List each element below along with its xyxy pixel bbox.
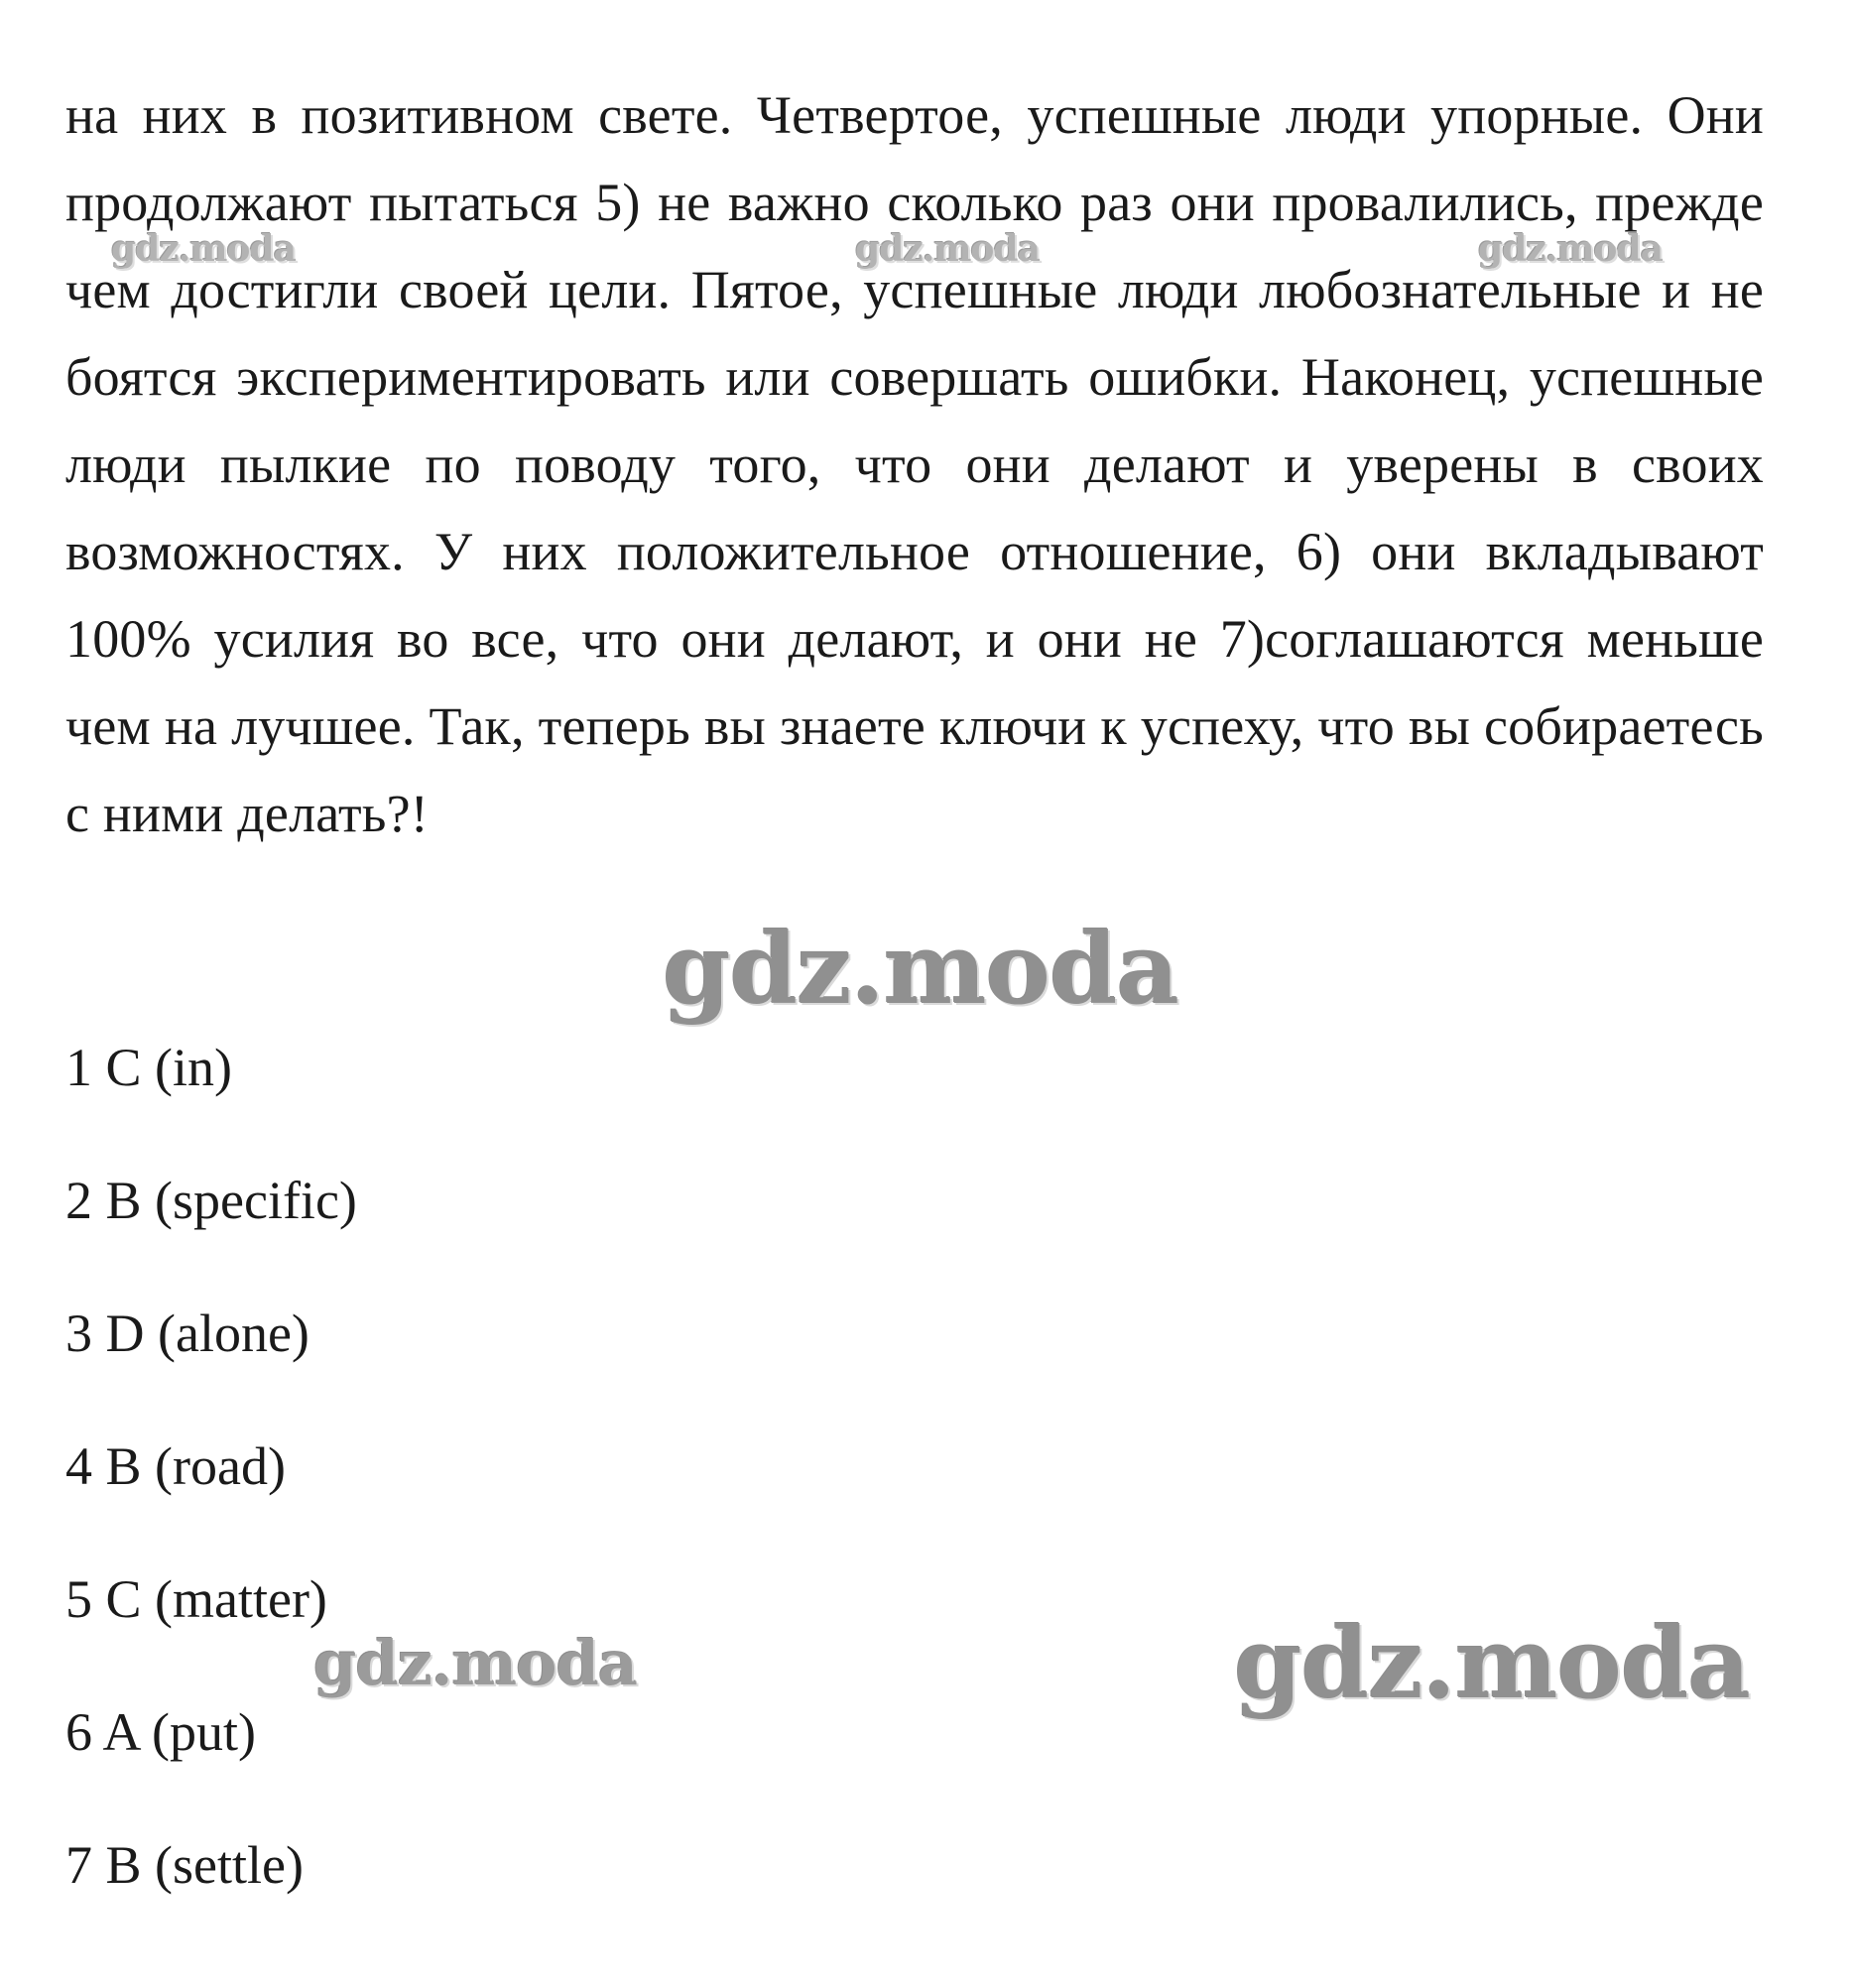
watermark-lower-left: gdz.moda <box>313 1627 637 1699</box>
watermark-top-center: gdz.moda <box>855 228 1040 270</box>
watermark-center-large: gdz.moda <box>663 913 1178 1027</box>
body-paragraph: на них в позитивном свете. Четвертое, успешные люди упорные. Они продолжают пытаться 5) не важно сколько раз они провалились, прежде чем достигли своей цели. Пятое, успешные люди любознательные и не боятся экспериментировать или совершать ошибки. Наконец, успешные люди пылкие по поводу того, что они делают и уверены в своих возможностях. У них положительное отношение, 6) они вкладывают 100% усилия во все, что они делают, и они не 7)соглашаются меньше чем на лучшее. Так, теперь вы знаете ключи к успеху, что вы собираетесь с ними делать?! <box>65 85 1764 843</box>
answer-item-6: 6 A (put) <box>65 1702 257 1762</box>
watermark-top-right: gdz.moda <box>1478 228 1663 270</box>
watermark-lower-right: gdz.moda <box>1234 1607 1750 1721</box>
answer-item-7: 7 B (settle) <box>65 1835 304 1895</box>
watermark-top-left: gdz.moda <box>111 228 296 270</box>
answer-item-2: 2 B (specific) <box>65 1171 357 1230</box>
answer-item-1: 1 C (in) <box>65 1038 232 1097</box>
answer-item-3: 3 D (alone) <box>65 1304 309 1363</box>
answer-list <box>65 1030 357 1960</box>
answer-item-4: 4 B (road) <box>65 1436 286 1496</box>
answer-item-5: 5 C (matter) <box>65 1569 327 1629</box>
